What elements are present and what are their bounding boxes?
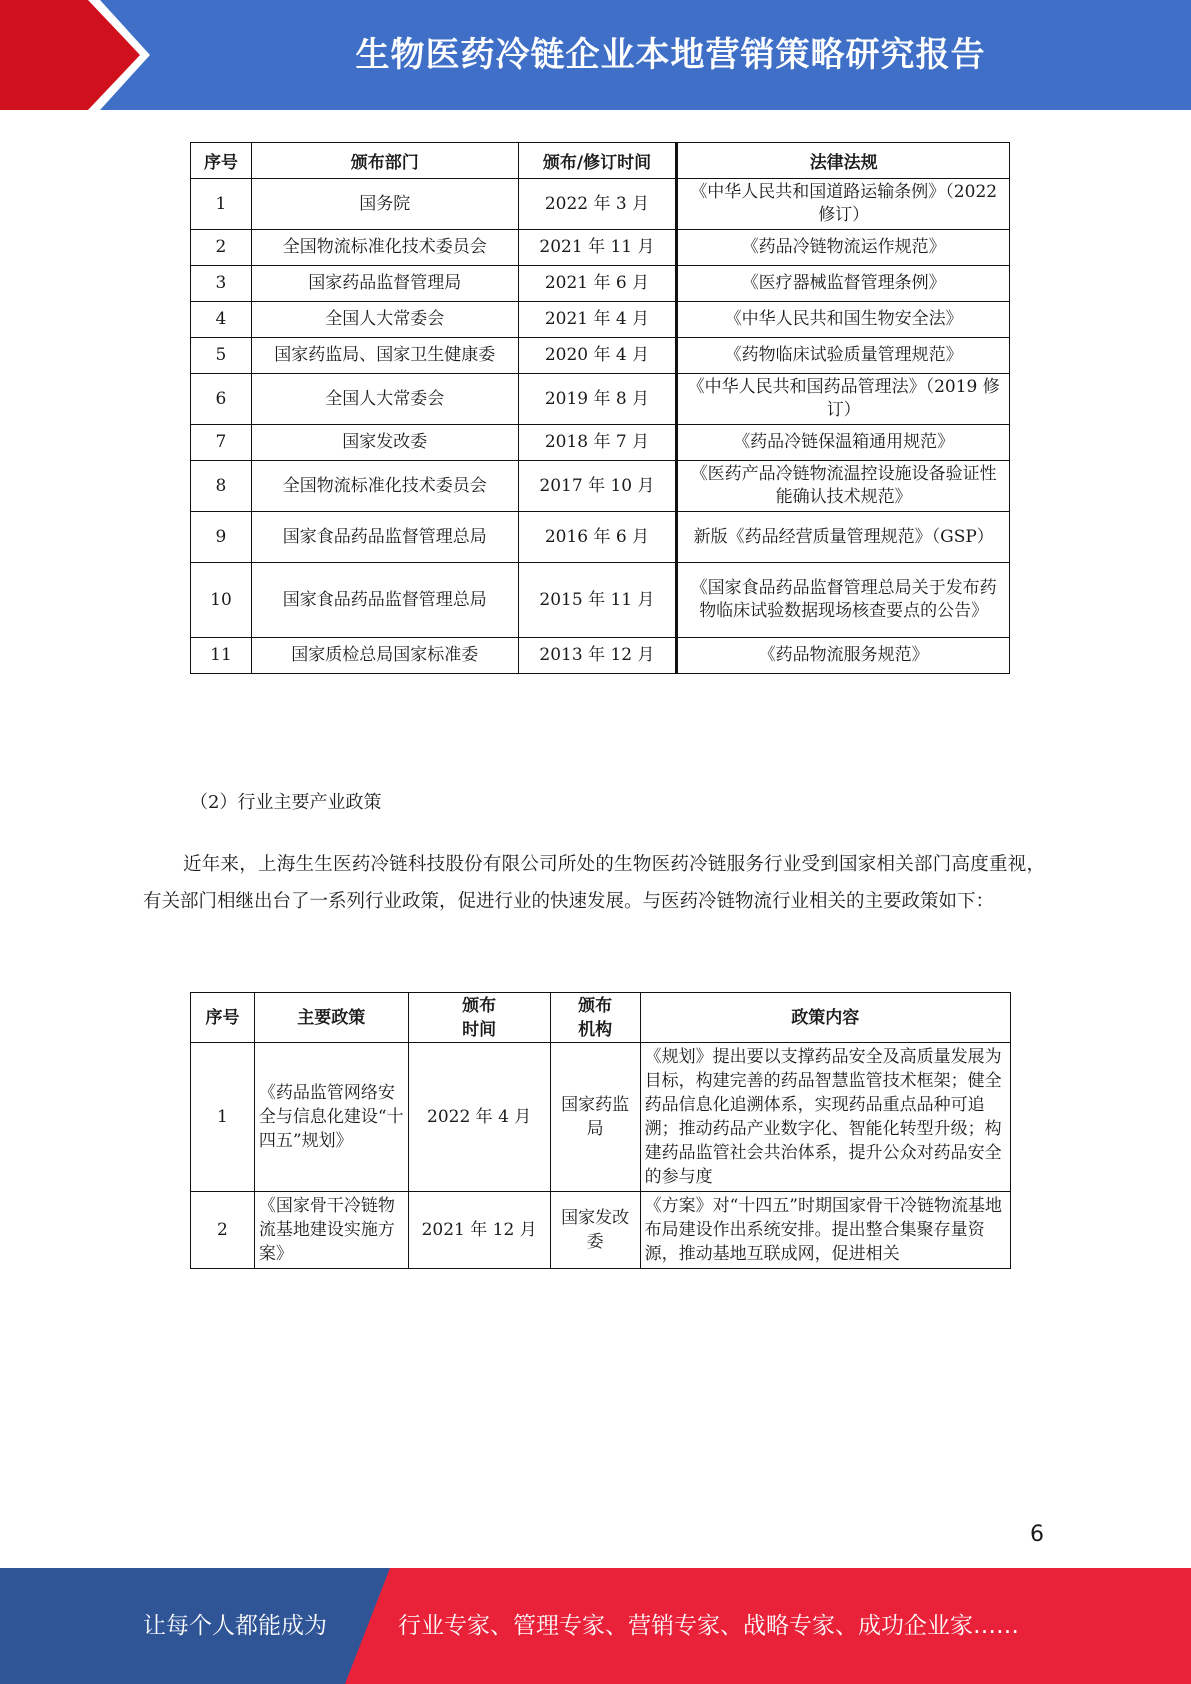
header-banner [0, 0, 1191, 110]
col-header-date: 颁布/修订时间 [518, 143, 677, 179]
cell-law: 《中华人民共和国生物安全法》 [677, 302, 1010, 338]
cell-date: 2019 年 8 月 [518, 374, 677, 425]
cell-law: 《药品冷链物流运作规范》 [677, 230, 1010, 266]
cell-law: 《药品物流服务规范》 [677, 638, 1010, 674]
cell-dept: 国家食品药品监督管理总局 [251, 512, 518, 563]
table-row [191, 638, 1010, 674]
cell-date: 2013 年 12 月 [518, 638, 677, 674]
col-header-content: 政策内容 [640, 993, 1010, 1043]
table-row [191, 338, 1010, 374]
table-row [191, 302, 1010, 338]
cell-law: 新版《药品经营质量管理规范》（GSP） [677, 512, 1010, 563]
cell-no: 1 [191, 1043, 255, 1192]
section-heading: （2）行业主要产业政策 [190, 792, 382, 813]
table-row [191, 425, 1010, 461]
table-header-row [191, 143, 1010, 179]
footer-slogan-right: 行业专家、管理专家、营销专家、战略专家、成功企业家…… [398, 1613, 1019, 1639]
col-header-no: 序号 [191, 143, 252, 179]
cell-dept: 国家发改委 [251, 425, 518, 461]
cell-no: 2 [191, 1192, 255, 1269]
cell-no: 3 [191, 266, 252, 302]
cell-no: 1 [191, 179, 252, 230]
cell-law: 《医疗器械监督管理条例》 [677, 266, 1010, 302]
cell-no: 7 [191, 425, 252, 461]
cell-date: 2017 年 10 月 [518, 461, 677, 512]
page-number: 6 [1030, 1522, 1044, 1547]
cell-dept: 国家食品药品监督管理总局 [251, 563, 518, 638]
cell-date: 2015 年 11 月 [518, 563, 677, 638]
cell-no: 10 [191, 563, 252, 638]
cell-content: 《规划》提出要以支撑药品安全及高质量发展为目标，构建完善的药品智慧监管技术框架；健全药品信息化追溯体系，实现药品重点品种可追溯；推动药品产业数字化、智能化转型升级；构建药品监管社会共治体系，提升公众对药品安全的参与度 [640, 1043, 1010, 1192]
cell-no: 9 [191, 512, 252, 563]
table-row [191, 512, 1010, 563]
cell-dept: 国家质检总局国家标准委 [251, 638, 518, 674]
cell-no: 11 [191, 638, 252, 674]
cell-dept: 国家药监局、国家卫生健康委 [251, 338, 518, 374]
cell-date: 2021 年 4 月 [518, 302, 677, 338]
col-header-policy: 主要政策 [254, 993, 408, 1043]
col-header-date: 颁布时间 [408, 993, 550, 1043]
table-row [191, 179, 1010, 230]
cell-law: 《医药产品冷链物流温控设施设备验证性能确认技术规范》 [677, 461, 1010, 512]
cell-policy: 《国家骨干冷链物流基地建设实施方案》 [254, 1192, 408, 1269]
cell-date: 2022 年 3 月 [518, 179, 677, 230]
col-header-law: 法律法规 [677, 143, 1010, 179]
cell-law: 《中华人民共和国道路运输条例》（2022 修订） [677, 179, 1010, 230]
cell-law: 《药物临床试验质量管理规范》 [677, 338, 1010, 374]
cell-dept: 全国人大常委会 [251, 374, 518, 425]
cell-no: 8 [191, 461, 252, 512]
cell-dept: 全国物流标准化技术委员会 [251, 461, 518, 512]
footer-banner [0, 1568, 1191, 1684]
cell-date: 2021 年 11 月 [518, 230, 677, 266]
cell-law: 《国家食品药品监督管理总局关于发布药物临床试验数据现场核查要点的公告》 [677, 563, 1010, 638]
table-row [191, 461, 1010, 512]
cell-dept: 全国人大常委会 [251, 302, 518, 338]
table-row [191, 374, 1010, 425]
cell-dept: 国家药品监督管理局 [251, 266, 518, 302]
table-header-row [191, 993, 1011, 1043]
cell-date: 2022 年 4 月 [408, 1043, 550, 1192]
laws-table [190, 142, 1010, 674]
footer-slogan-left: 让每个人都能成为 [143, 1613, 327, 1639]
cell-no: 2 [191, 230, 252, 266]
cell-law: 《中华人民共和国药品管理法》（2019 修订） [677, 374, 1010, 425]
col-header-no: 序号 [191, 993, 255, 1043]
col-header-org: 颁布机构 [550, 993, 640, 1043]
cell-policy: 《药品监管网络安全与信息化建设“十四五”规划》 [254, 1043, 408, 1192]
table-row [191, 563, 1010, 638]
report-title: 生物医药冷链企业本地营销策略研究报告 [355, 35, 986, 75]
table-row [191, 230, 1010, 266]
table-row [191, 266, 1010, 302]
cell-date: 2021 年 6 月 [518, 266, 677, 302]
policies-table [190, 992, 1011, 1269]
section-paragraph: 近年来，上海生生医药冷链科技股份有限公司所处的生物医药冷链服务行业受到国家相关部门高度重视，有关部门相继出台了一系列行业政策，促进行业的快速发展。与医药冷链物流行业相关的主要政策如下： [143, 854, 1045, 912]
cell-date: 2018 年 7 月 [518, 425, 677, 461]
cell-org: 国家药监局 [550, 1043, 640, 1192]
cell-content: 《方案》对“十四五”时期国家骨干冷链物流基地布局建设作出系统安排。提出整合集聚存量资源，推动基地互联成网，促进相关 [640, 1192, 1010, 1269]
table-row [191, 1043, 1011, 1192]
cell-dept: 全国物流标准化技术委员会 [251, 230, 518, 266]
cell-no: 4 [191, 302, 252, 338]
cell-no: 6 [191, 374, 252, 425]
cell-org: 国家发改委 [550, 1192, 640, 1269]
cell-dept: 国务院 [251, 179, 518, 230]
cell-date: 2016 年 6 月 [518, 512, 677, 563]
col-header-dept: 颁布部门 [251, 143, 518, 179]
cell-law: 《药品冷链保温箱通用规范》 [677, 425, 1010, 461]
cell-no: 5 [191, 338, 252, 374]
header-arrow-decoration [0, 0, 150, 110]
cell-date: 2021 年 12 月 [408, 1192, 550, 1269]
table-row [191, 1192, 1011, 1269]
cell-date: 2020 年 4 月 [518, 338, 677, 374]
